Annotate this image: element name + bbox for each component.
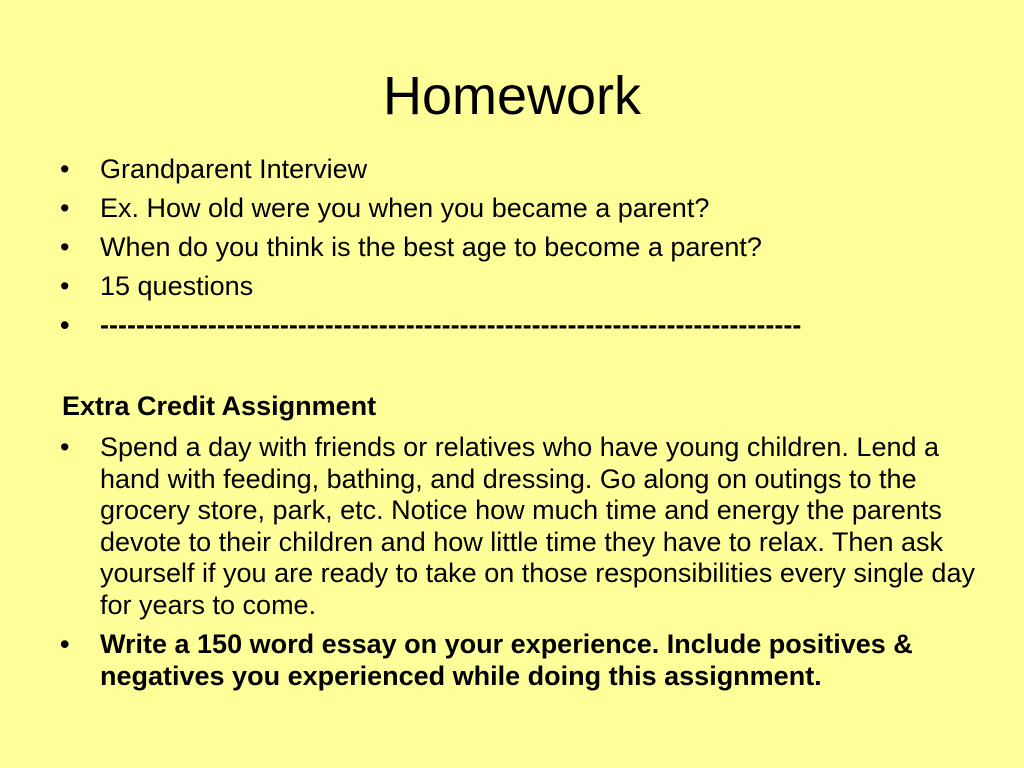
homework-item-example <box>62 193 1012 224</box>
homework-item-text: Ex. How old were you when you became a parent? <box>100 193 710 223</box>
homework-item-text: 15 questions <box>100 271 254 301</box>
homework-item-text: Grandparent Interview <box>100 154 368 184</box>
homework-list <box>62 154 1012 349</box>
bullet-glyph: • <box>60 193 70 223</box>
extra-credit-item-essay <box>62 629 982 692</box>
dash-divider-text: ------------------------------------------------------------------------------ <box>100 310 802 340</box>
homework-item-best-age <box>62 232 1012 263</box>
homework-item-question-count <box>62 271 1012 302</box>
bullet-glyph: • <box>60 432 70 462</box>
extra-credit-item-text: Write a 150 word essay on your experience. Include positives & negatives you experienced while doing this assignment. <box>100 629 913 691</box>
bullet-glyph: • <box>60 271 70 301</box>
extra-credit-heading: Extra Credit Assignment <box>62 391 377 421</box>
extra-credit-item-activity <box>62 432 982 621</box>
extra-credit-item-text: Spend a day with friends or relatives who have young children. Lend a hand with feeding, bathing, and dressing. Go along on outings to the grocery store, park, etc. Notice how much time and energy the parents devote to their children and how little time they have to relax. Then ask yourself if you are ready to take on those responsibilities every single day for years to come. <box>100 432 975 620</box>
homework-item-divider <box>62 310 1012 341</box>
extra-credit-list <box>62 432 982 700</box>
homework-item-interview <box>62 154 1012 185</box>
bullet-glyph: • <box>60 310 70 340</box>
slide-title: Homework <box>382 66 642 126</box>
bullet-glyph: • <box>60 629 70 659</box>
bullet-glyph: • <box>60 154 70 184</box>
homework-item-text: When do you think is the best age to become a parent? <box>100 232 762 262</box>
bullet-glyph: • <box>60 232 70 262</box>
